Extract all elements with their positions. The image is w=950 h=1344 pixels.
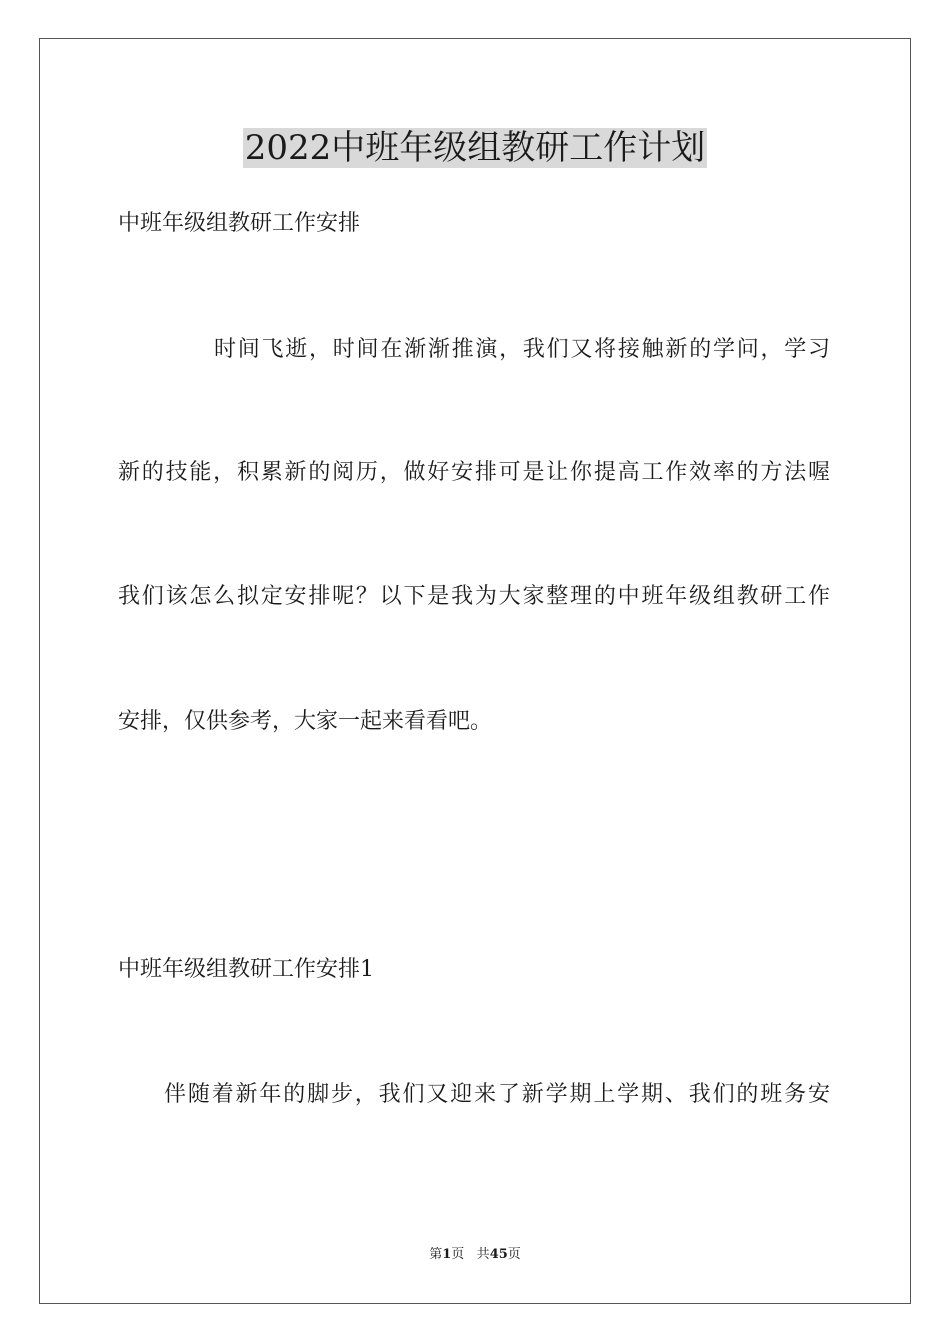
total-label-suffix: 页 xyxy=(507,1247,521,1262)
page-label-suffix: 页 xyxy=(451,1247,465,1262)
section-heading: 中班年级组教研工作安排1 xyxy=(118,957,374,982)
paragraph-line: 新的技能，积累新的阅历，做好安排可是让你提高工作效率的方法喔 xyxy=(118,460,830,485)
page-number: 1 xyxy=(442,1247,452,1262)
paragraph-line: 伴随着新年的脚步，我们又迎来了新学期上学期、我们的班务安 xyxy=(164,1082,830,1107)
document-title-text: 2022中班年级组教研工作计划 xyxy=(244,128,706,168)
section-heading: 中班年级组教研工作安排 xyxy=(118,211,361,236)
document-title xyxy=(0,126,950,170)
total-pages: 45 xyxy=(489,1247,508,1262)
page-footer xyxy=(0,1246,950,1264)
paragraph-line: 我们该怎么拟定安排呢？以下是我为大家整理的中班年级组教研工作 xyxy=(118,584,830,609)
total-label-prefix: 共 xyxy=(476,1247,490,1262)
paragraph-line: 安排，仅供参考，大家一起来看看吧。 xyxy=(118,709,493,734)
paragraph-line: 时间飞逝，时间在渐渐推演，我们又将接触新的学问，学习 xyxy=(214,337,830,362)
page-label-prefix: 第 xyxy=(429,1247,443,1262)
